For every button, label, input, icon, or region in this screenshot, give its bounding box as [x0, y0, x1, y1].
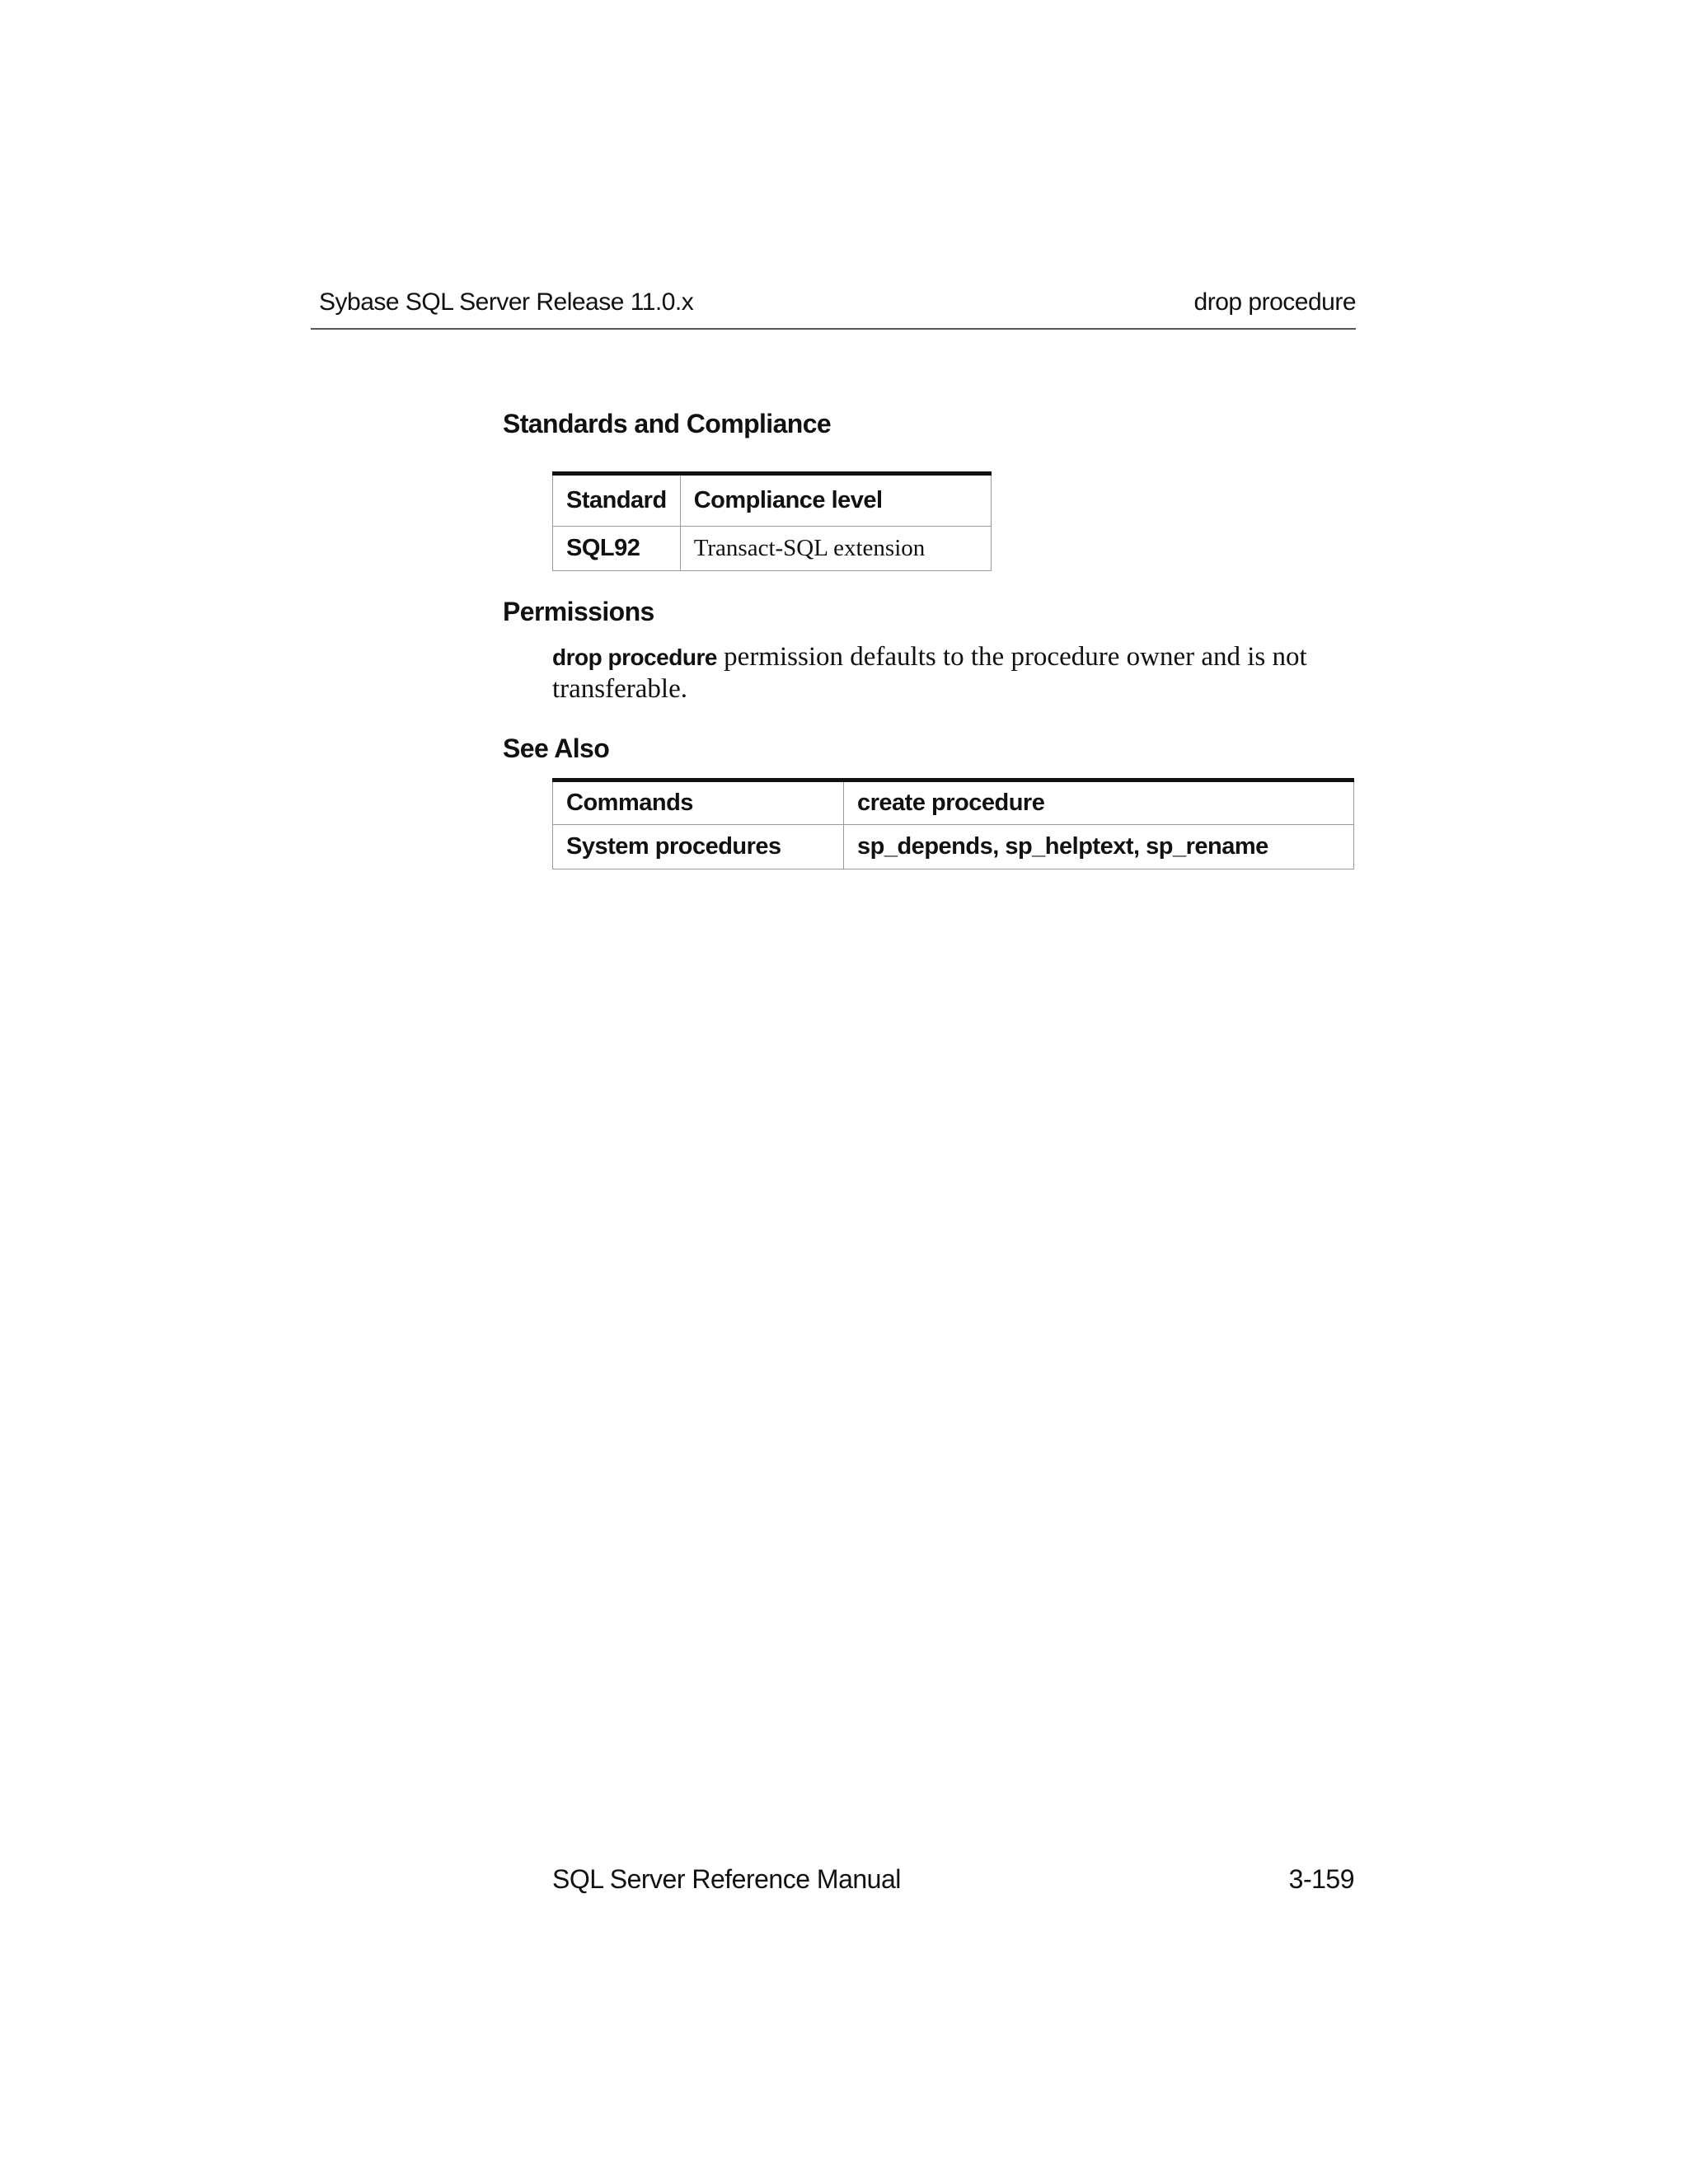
table-row: [553, 780, 1354, 825]
see-also-category-cell: System procedures: [553, 825, 844, 869]
see-also-category-cell: Commands: [553, 780, 844, 825]
header-rule: [311, 328, 1356, 330]
column-header-compliance-level: Compliance level: [680, 474, 991, 527]
running-header-section: drop procedure: [1193, 288, 1356, 316]
see-also-reference-cell: create procedure: [844, 780, 1354, 825]
permissions-paragraph: [552, 641, 1364, 705]
see-also-heading: See Also: [503, 733, 610, 763]
see-also-reference-cell: sp_depends, sp_helptext, sp_rename: [844, 825, 1354, 869]
footer-manual-title: SQL Server Reference Manual: [552, 1864, 901, 1894]
table-row: [553, 527, 992, 571]
page-number: 3-159: [1288, 1864, 1354, 1894]
standards-heading: Standards and Compliance: [503, 409, 832, 438]
see-also-table: [552, 778, 1354, 869]
standard-cell: SQL92: [553, 527, 681, 571]
table-header-row: [553, 474, 992, 527]
permissions-text: permission defaults to the procedure owner and is not transferable.: [552, 642, 1307, 704]
table-row: [553, 825, 1354, 869]
compliance-level-cell: Transact-SQL extension: [680, 527, 991, 571]
column-header-standard: Standard: [553, 474, 681, 527]
running-header-title: Sybase SQL Server Release 11.0.x: [319, 288, 694, 316]
command-name: drop procedure: [552, 644, 717, 670]
permissions-heading: Permissions: [503, 597, 654, 626]
standards-table: [552, 471, 992, 571]
